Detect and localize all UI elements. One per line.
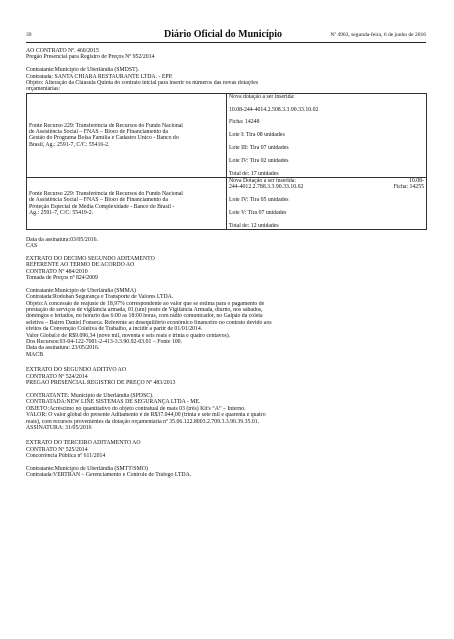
contract-signer: CAS (26, 243, 38, 250)
dotacao-cell: Nova dotação a ser inserida: 10.08-244-4014.2.508.3.3.90.33.10.02 Ficha: 14248 Lote I: Tira 08 unidades Lote III: Tira 07 unidades Lote IV: Tira 02 unidades Total de: 17 unidades (227, 93, 427, 177)
extrato-contratante: Contratante:Município de Uberlândia (SMTT/SMO) (26, 465, 148, 472)
contract-contratante: Contratante:Município de Uberlândia (SMDST). (26, 67, 140, 74)
extrato-date: Data da assinatura: 23/05/2016. (26, 345, 100, 352)
extrato-valor: reais), com recursos provenientes da dotação orçamentária nº 35.06.122.8003.2.709.3.3.90.39.35.01. (26, 418, 260, 425)
table-row (27, 93, 427, 177)
gazette-title: Diário Oficial do Município (164, 29, 283, 40)
issue-info: Nº 4903, segunda-feira, 6 de junho de 2016 (330, 32, 426, 38)
page-header (26, 30, 426, 43)
extrato-title: CONTRATO Nº 484/2010 (26, 268, 88, 275)
contract-contratada: Contratada: SANTA CHIARA RESTAURANTE LTDA. - EPP. (26, 73, 173, 80)
dotacao-cell: Nova Dotação a ser inserida: 10.08- 244-4012.2.788.3.3.90.33.10.02 Ficha: 14255 Lote IV: Tira 05 unidades Lote V: Tira 07 unidades Total de: 12 unidades (227, 178, 427, 230)
extrato-objeto: OBJETO:Acréscimo no quantitativo do objeto contratual de mais 03 (três) Kit's “A” – Interno. (26, 405, 246, 412)
extrato-objeto: seletiva – Bairro Daniel Fonseca. Referente ao desequilíbrio econômico financeiro no contrato devido aos (26, 319, 272, 326)
extrato-valor: VALOR: O valor global do presente Aditamento é de R$37.044,00 (trinta e sete mil e quarenta e quatro (26, 412, 266, 419)
extrato-objeto: prestação de serviços de vigilância armada, 01 (um) posto de Vigilância Armada, diurno, nos sábados, (26, 307, 263, 314)
extrato-title: EXTRATO DO SEGUNDO ADITIVO AO (26, 367, 127, 374)
contract-objeto: Objeto: Alteração da Cláusula Quinta do contrato inicial para inserir os números das novas dotações (26, 80, 259, 87)
contract-objeto-cont: orçamentárias: (26, 86, 61, 93)
document-body (26, 48, 426, 479)
extrato-contratada: Contratada:Rodoban Segurança e Transporte de Valores LTDA. (26, 294, 174, 301)
table-row (27, 178, 427, 230)
extrato-objeto: domingos e feriados, no horário das 6:00 as 18:00 horas, com rádio comunicador, no Galpão da coleta (26, 313, 263, 320)
extrato-recursos: Dos Recursos:03-04-122-7001-2-413-3.3.90.92-03.01 – Fonte 100. (26, 339, 183, 346)
extrato-signer: MACB (26, 351, 44, 358)
extrato-contratante: CONTRATANTE: Município de Uberlândia (SPDSC). (26, 392, 154, 399)
extrato-title: CONTRATO Nº 524/2014 (26, 373, 88, 380)
contract-title: AO CONTRATO Nº. 460/2015 (26, 48, 99, 54)
extrato-objeto: efeitos da Convenção Coletiva de Trabalho, a incidir a partir de 01/01/2014. (26, 326, 203, 333)
extrato-title: EXTRATO DO TERCEIRO ADITAMENTO AO (26, 440, 141, 447)
dotacao-table (26, 93, 427, 230)
contract-pregao: Pregão Presencial para Registro de Preços Nº 952/2014 (26, 54, 155, 61)
extrato-assinatura: ASSINATURA: 31/05/2016 (26, 424, 92, 431)
extrato-objeto: Objeto:A concessão de reajuste de 18,97% correspondente ao valor que se estima para o pagamento de (26, 300, 265, 307)
extrato-valor: Valor Global:é de R$9.096,34 (nove mil, noventa e seis reais e trinta e quatro centavos). (26, 332, 231, 339)
extrato-pregao: PREGÃO PRESENCIAL REGISTRO DE PREÇO Nº 483/2013 (26, 380, 176, 387)
source-cell: Fonte Recurso 229: Transferência de Recursos do Fundo Nacional de Assistência Social – FNAS – Bloco de Financiamento da Gestão do Programa Bolsa Família e Cadastro Único - Banco do Brasil, Ag.: 2591-7, C/C: 55416-2. (27, 93, 227, 177)
extrato-tomada: Tomada de Preços nº 824/2009 (26, 275, 98, 282)
extrato-contratante: Contratante:Município de Uberlândia (SMMA) (26, 287, 136, 294)
extrato-title: CONTRATO Nº 525/2014 (26, 446, 88, 453)
page-number: 39 (26, 32, 32, 38)
contract-date: Data da assinatura:03/05/2016. (26, 236, 98, 243)
source-cell: Fonte Recurso 229: Transferência de Recursos do Fundo Nacional de Assistência Social – FNAS – Bloco de Financiamento da Proteção Especial de Média Complexidade - Banco do Brasil - Ag.: 2591-7, C/C: 55419-2. (27, 178, 227, 230)
extrato-concorrencia: Concorrência Pública nº 611/2014 (26, 453, 106, 460)
extrato-title: EXTRATO DO DÉCIMO SEGUNDO ADITAMENTO (26, 255, 155, 262)
extrato-contratada: Contratada:VERTRAN – Gerenciamento e Controle de Tráfego LTDA. (26, 472, 192, 479)
extrato-title: REFERENTE AO TERMO DE ACORDO AO (26, 262, 135, 269)
extrato-contratada: CONTRATADA:NEW LINE SISTEMAS DE SEGURANÇA LTDA - ME. (26, 399, 201, 406)
